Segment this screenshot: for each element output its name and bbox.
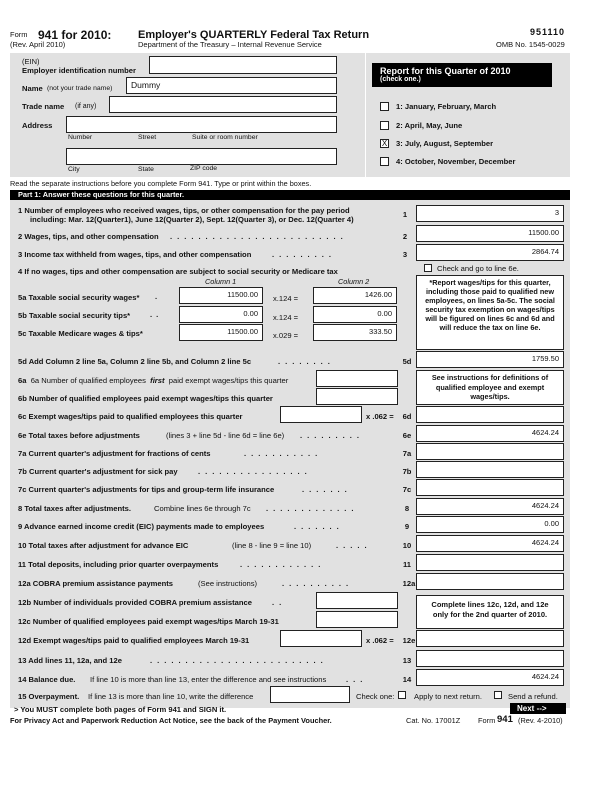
line-7a-number: 7a	[402, 449, 412, 458]
line-5a-multiplier: x.124 =	[273, 294, 299, 303]
quarter-4-label: 4: October, November, December	[396, 157, 516, 166]
line-5b-column-2[interactable]: 0.00	[313, 306, 397, 323]
line-15-field[interactable]	[270, 686, 350, 703]
line-10-field[interactable]: 4624.24	[416, 535, 564, 552]
line-5b-column-1[interactable]: 0.00	[179, 306, 263, 323]
line-14-label: 14 Balance due.	[18, 675, 76, 684]
trade-name-label: Trade name	[22, 102, 65, 111]
leader-dots: .........................	[150, 656, 328, 665]
line-2-number: 2	[402, 232, 408, 241]
line-5c-column-2[interactable]: 333.50	[313, 324, 397, 341]
line-5b-multiplier: x.124 =	[273, 313, 299, 322]
state-label: State	[138, 166, 154, 173]
next-button-label[interactable]: Next -->	[517, 704, 547, 713]
leader-dots: .........	[300, 431, 364, 440]
city-label: City	[68, 166, 80, 173]
line-7b-field[interactable]	[416, 461, 564, 478]
line-11-field[interactable]	[416, 554, 564, 571]
quarter-3-label: 3: July, August, September	[396, 139, 494, 148]
line-6d-field[interactable]	[416, 406, 564, 423]
line-12c-label: 12c Number of qualified employees paid exempt wages/tips March 19-31	[18, 617, 279, 626]
leader-dots: ............	[240, 560, 326, 569]
line-12d-field[interactable]	[280, 630, 362, 647]
line-1-label: 1 Number of employees who received wages, tips, or other compensation for the pay period	[18, 206, 350, 215]
form-label: Form	[10, 30, 28, 39]
line-9-label: 9 Advance earned income credit (EIC) payments made to employees	[18, 522, 265, 531]
line-6c-multiplier: x .062 =	[366, 412, 394, 421]
line-12b-label: 12b Number of individuals provided COBRA premium assistance	[18, 598, 252, 607]
line-15-check-label: Check one:	[356, 692, 395, 701]
line-8-hint: Combine lines 6e through 7c	[154, 504, 251, 513]
leader-dots: .	[155, 292, 158, 301]
leader-dots: ..	[272, 598, 287, 607]
line-6e-hint: (lines 3 + line 5d - line 6d = line 6e)	[166, 431, 285, 440]
city-state-zip-field[interactable]	[66, 148, 337, 165]
line-4-checkbox[interactable]	[424, 264, 432, 272]
line-12a-label: 12a COBRA premium assistance payments	[18, 579, 174, 588]
catalog-number: Cat. No. 17001Z	[406, 716, 461, 725]
line-7b-label: 7b Current quarter's adjustment for sick pay	[18, 467, 178, 476]
line-5c-label: 5c Taxable Medicare wages & tips*	[18, 329, 143, 338]
line-1-number: 1	[402, 210, 408, 219]
line-9-field[interactable]: 0.00	[416, 516, 564, 533]
name-hint: (not your trade name)	[47, 85, 113, 92]
line-14-field[interactable]: 4624.24	[416, 669, 564, 686]
leader-dots: .........	[272, 250, 336, 259]
line-12d-label: 12d Exempt wages/tips paid to qualified employees March 19-31	[18, 636, 250, 645]
suite-label: Suite or room number	[192, 134, 258, 141]
line-6e-field[interactable]: 4624.24	[416, 425, 564, 442]
column-2-header: Column 2	[338, 277, 370, 286]
leader-dots: ..........	[282, 579, 354, 588]
line-11-number: 11	[402, 560, 412, 569]
line-6c-label: 6c Exempt wages/tips paid to qualified employees this quarter	[18, 412, 243, 421]
footer-form-number: 941	[497, 714, 513, 725]
line-5b-label: 5b Taxable social security tips*	[18, 311, 131, 320]
line-9-number: 9	[404, 522, 410, 531]
street-label: Street	[138, 134, 157, 141]
leader-dots: ........	[278, 357, 335, 366]
line-14-hint: If line 10 is more than line 13, enter the difference and see instructions	[90, 675, 327, 684]
page-title: Employer's QUARTERLY Federal Tax Return	[138, 29, 370, 41]
line-7a-label: 7a Current quarter's adjustment for fractions of cents	[18, 449, 211, 458]
line-13-number: 13	[402, 656, 412, 665]
line-4-label: 4 If no wages, tips and other compensation are subject to social security or Medicare tax	[18, 267, 338, 276]
ein-field[interactable]	[149, 56, 337, 74]
quarter-4-checkbox[interactable]	[380, 157, 389, 166]
line-12c-field[interactable]	[316, 611, 398, 628]
part1-title: Part 1: Answer these questions for this quarter.	[18, 190, 185, 199]
line-5c-column-1[interactable]: 11500.00	[179, 324, 263, 341]
leader-dots: .......	[302, 485, 352, 494]
line-6e-number: 6e	[402, 431, 412, 440]
name-field[interactable]: Dummy	[126, 77, 337, 94]
line-5a-label: 5a Taxable social security wages*	[18, 293, 140, 302]
line-5c-multiplier: x.029 =	[273, 331, 299, 340]
address-field[interactable]	[66, 116, 337, 133]
line-6-note: See instructions for definitions of qualified employee and exempt wages/tips.	[416, 370, 564, 405]
line-7b-number: 7b	[402, 467, 412, 476]
line-7c-number: 7c	[402, 485, 412, 494]
apply-next-return-checkbox[interactable]	[398, 691, 406, 699]
line-8-label: 8 Total taxes after adjustments.	[18, 504, 131, 513]
line-10-label: 10 Total taxes after adjustment for advance EIC	[18, 541, 189, 550]
line-6e-label: 6e Total taxes before adjustments	[18, 431, 140, 440]
line-15-hint: If line 13 is more than line 10, write the difference	[88, 692, 254, 701]
line-12e-field[interactable]	[416, 630, 564, 647]
leader-dots: .....	[336, 541, 372, 550]
leader-dots: .............	[266, 504, 359, 513]
must-complete-notice: > You MUST complete both pages of Form 941 and SIGN it.	[14, 705, 227, 714]
line-6a-label: 6a 6a Number of qualified employees first paid exempt wages/tips this quarter	[18, 376, 289, 385]
line-7a-field[interactable]	[416, 443, 564, 460]
instructions-text: Read the separate instructions before you complete Form 941. Type or print within the boxes.	[10, 179, 312, 188]
line-12e-number: 12e	[402, 636, 416, 645]
line-12a-hint: (See instructions)	[198, 579, 258, 588]
privacy-notice: For Privacy Act and Paperwork Reduction Act Notice, see the back of the Payment Voucher.	[10, 716, 332, 725]
ein-label: (EIN)	[22, 57, 40, 66]
line-7c-label: 7c Current quarter's adjustments for tips and group-term life insurance	[18, 485, 275, 494]
line-12-note: Complete lines 12c, 12d, and 12e only for the 2nd quarter of 2010.	[416, 595, 564, 629]
send-refund-checkbox[interactable]	[494, 691, 502, 699]
zip-label: ZIP code	[190, 165, 218, 172]
leader-dots: ..	[150, 310, 163, 319]
quarter-1-label: 1: January, February, March	[396, 102, 497, 111]
line-3-field[interactable]: 2864.74	[416, 244, 564, 261]
line-5d-field[interactable]: 1759.50	[416, 351, 564, 368]
line-5a-column-1[interactable]: 11500.00	[179, 287, 263, 304]
column-1-header: Column 1	[205, 277, 237, 286]
form-title: 941 for 2010:	[38, 28, 112, 42]
omb-number: OMB No. 1545-0029	[496, 40, 565, 49]
line-13-label: 13 Add lines 11, 12a, and 12e	[18, 656, 122, 665]
line-12a-field[interactable]	[416, 573, 564, 590]
quarter-subtitle: (check one.)	[380, 76, 421, 83]
line-7c-field[interactable]	[416, 479, 564, 496]
ein-label-text: Employer identification number	[22, 66, 136, 75]
line-5-note: *Report wages/tips for this quarter, including those paid to qualified new employees, on lines 5a-5c. The social security tax exemption on wages/tips will be figured on lines 6c and 6d and will reduce the tax on line 6e.	[416, 275, 564, 350]
department: Department of the Treasury – Internal Revenue Service	[138, 40, 322, 49]
quarter-1-checkbox[interactable]	[380, 102, 389, 111]
line-1-field[interactable]: 3	[416, 205, 564, 222]
quarter-3-checkbox[interactable]: X	[381, 139, 388, 148]
line-8-number: 8	[404, 504, 410, 513]
leader-dots: ...........	[244, 449, 323, 458]
quarter-2-label: 2: April, May, June	[396, 121, 463, 130]
line-11-label: 11 Total deposits, including prior quarter overpayments	[18, 560, 219, 569]
number-label: Number	[68, 134, 93, 141]
name-label: Name	[22, 84, 43, 93]
line-3-number: 3	[402, 250, 408, 259]
leader-dots: .........................	[170, 232, 348, 241]
leader-dots: ...	[346, 675, 368, 684]
line-2-label: 2 Wages, tips, and other compensation	[18, 232, 159, 241]
line-6c-field[interactable]	[280, 406, 362, 423]
leader-dots: ................	[198, 467, 312, 476]
line-12d-multiplier: x .062 =	[366, 636, 394, 645]
apply-next-return-label: Apply to next return.	[414, 692, 482, 701]
line-10-hint: (line 8 - line 9 = line 10)	[232, 541, 312, 550]
line-5d-number: 5d	[402, 357, 412, 366]
line-2-field[interactable]: 11500.00	[416, 225, 564, 242]
line-5d-label: 5d Add Column 2 line 5a, Column 2 line 5b, and Column 2 line 5c	[18, 357, 252, 366]
line-12a-number: 12a	[402, 579, 416, 588]
send-refund-label: Send a refund.	[508, 692, 558, 701]
line-3-label: 3 Income tax withheld from wages, tips, and other compensation	[18, 250, 252, 259]
line-6b-label: 6b Number of qualified employees paid exempt wages/tips this quarter	[18, 394, 273, 403]
line-8-field[interactable]: 4624.24	[416, 498, 564, 515]
line-12b-field[interactable]	[316, 592, 398, 609]
footer-revision: (Rev. 4-2010)	[518, 716, 563, 725]
trade-name-hint: (if any)	[75, 103, 97, 110]
line-1-label-2: including: Mar. 12(Quarter1), June 12(Quarter 2), Sept. 12(Quarter 3), or Dec. 12(Quarter 4)	[30, 215, 354, 224]
form-revision: (Rev. April 2010)	[10, 40, 66, 49]
trade-name-field[interactable]	[109, 96, 337, 113]
line-6a-field[interactable]	[316, 370, 398, 387]
quarter-title: Report for this Quarter of 2010	[380, 66, 511, 76]
form-code: 951110	[530, 27, 566, 37]
line-5a-column-2[interactable]: 1426.00	[313, 287, 397, 304]
line-6d-number: 6d	[402, 412, 412, 421]
line-10-number: 10	[402, 541, 412, 550]
footer-form-label: Form	[478, 716, 496, 725]
address-label: Address	[22, 121, 53, 130]
line-6b-field[interactable]	[316, 388, 398, 405]
line-4-check-text: Check and go to line 6e.	[437, 264, 519, 273]
line-13-field[interactable]	[416, 650, 564, 667]
line-15-label: 15 Overpayment.	[18, 692, 80, 701]
leader-dots: .......	[294, 522, 344, 531]
line-14-number: 14	[402, 675, 412, 684]
quarter-2-checkbox[interactable]	[380, 121, 389, 130]
